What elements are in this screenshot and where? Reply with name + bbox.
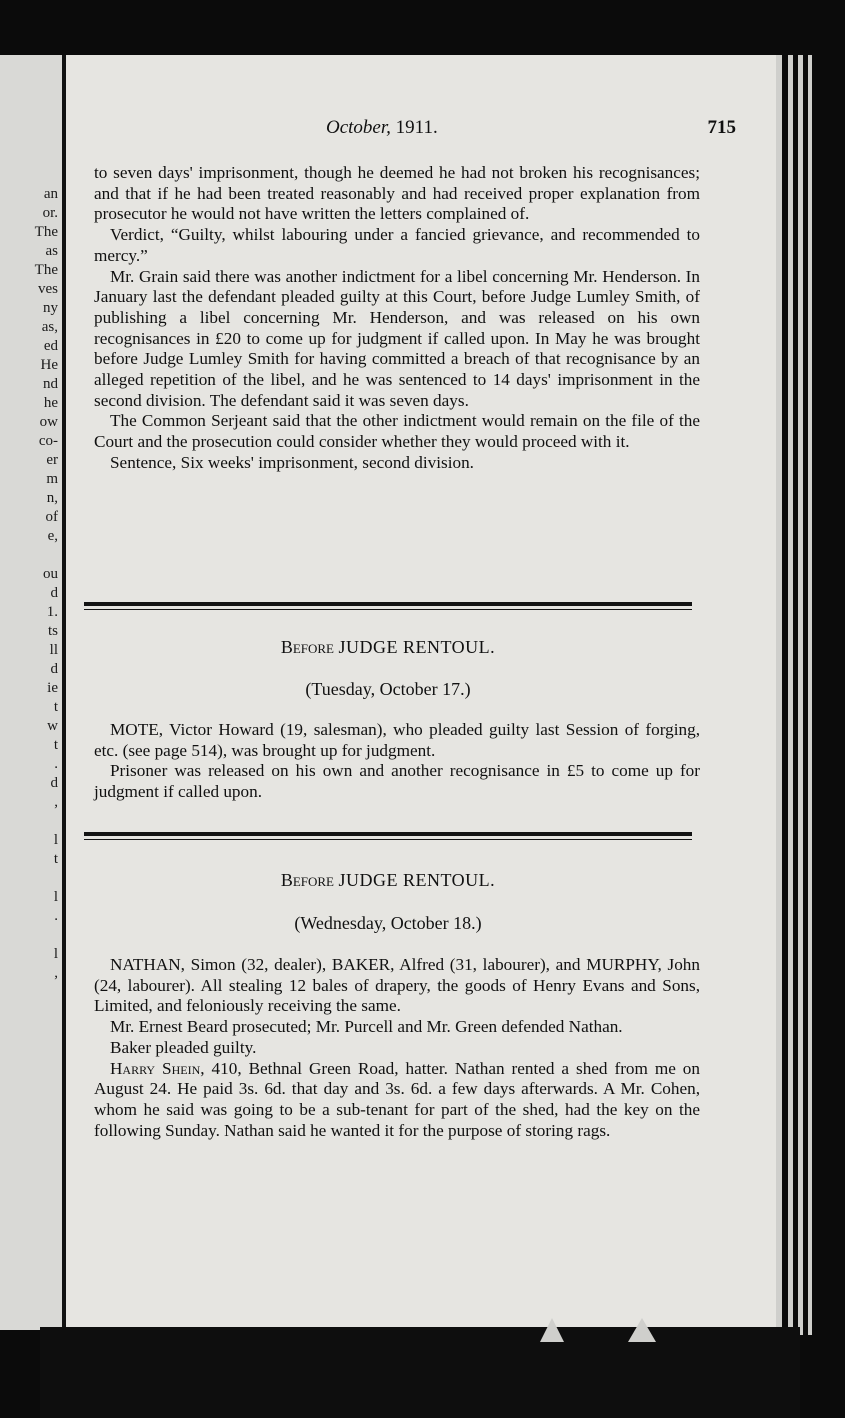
left-page-fragment: t [53, 699, 58, 715]
book-page [66, 55, 776, 1327]
left-page-fragment [35, 546, 58, 565]
witness-paragraph [94, 1059, 700, 1142]
left-page-fragment [35, 869, 58, 888]
paragraph: Mr. Ernest Beard prosecuted; Mr. Purcell and Mr. Green defended Nathan. [110, 1017, 623, 1037]
header-month: October, [326, 117, 391, 138]
section-date: (Wednesday, October 18.) [294, 913, 482, 933]
left-page-fragment: ow [39, 414, 58, 430]
section-heading [84, 637, 692, 658]
left-page-fragment: d [50, 585, 58, 601]
left-page-fragment: or. [42, 205, 58, 221]
left-page-fragment: e, [47, 528, 58, 544]
left-page-fragment: nd [43, 376, 58, 392]
scan-bottom-shadow [40, 1327, 800, 1418]
heading-judge: JUDGE RENTOUL. [338, 637, 496, 657]
left-page-fragment: ves [38, 281, 58, 297]
left-page-fragment: m [46, 471, 58, 487]
left-page-fragment: as [45, 243, 58, 259]
left-page-fragment: w [47, 718, 58, 734]
left-page-text-fragments [35, 185, 58, 1002]
left-page-fragment [35, 812, 58, 831]
section-divider [84, 602, 692, 610]
paragraph: Sentence, Six weeks' imprisonment, second division. [110, 452, 474, 472]
left-page-fragment: as, [41, 319, 58, 335]
paragraph: MOTE, Victor Howard (19, salesman), who pleaded guilty last Session of forging, etc. (see page 514), was brought up for judgment. [94, 720, 700, 760]
page-number: 715 [707, 117, 736, 138]
left-page-fragment: ou [43, 566, 58, 582]
left-page-fragment: d [50, 661, 58, 677]
left-page-fragment: The [34, 262, 58, 278]
heading-before: Before [280, 870, 334, 890]
witness-name: Harry Shein, [110, 1058, 205, 1078]
left-page-fragment: l [53, 889, 58, 905]
left-page-fragment: ed [43, 338, 58, 354]
left-page-fragment: ll [49, 642, 58, 658]
paragraph: Baker pleaded guilty. [110, 1037, 257, 1057]
left-page-fragment: The [34, 224, 58, 240]
paragraph: The Common Serjeant said that the other indictment would remain on the file of the Court and the prosecution could consider whether they would proceed with it. [94, 411, 700, 452]
paragraph: to seven days' imprisonment, though he deemed he had not broken his recognisances; and that if he had been treated reasonably and had received proper explanation from prosecutor he would not have written the letters complained of. [94, 163, 700, 224]
left-page-fragment: ie [47, 680, 58, 696]
left-page-fragment [35, 926, 58, 945]
section-date: (Tuesday, October 17.) [305, 679, 471, 699]
paragraph: NATHAN, Simon (32, dealer), BAKER, Alfred (31, labourer), and MURPHY, John (24, labourer). All stealing 12 bales of drapery, the goods of Henry Evans and Sons, Limited, and feloniously receiving the same. [94, 955, 700, 1016]
left-page-fragment: 1. [46, 604, 58, 620]
opening-paragraphs [94, 163, 700, 474]
paragraph: Prisoner was released on his own and another recognisance in £5 to come up for judgment if called upon. [94, 761, 700, 802]
heading-judge: JUDGE RENTOUL. [338, 870, 496, 890]
page-clip-mark [628, 1318, 656, 1342]
page-clip-mark [540, 1318, 564, 1342]
left-page-fragment: he [43, 395, 58, 411]
section-divider [84, 832, 692, 840]
left-page-fragment: , [54, 965, 58, 981]
running-header [326, 117, 438, 139]
left-page-fragment [35, 983, 58, 1002]
left-page-edge [0, 55, 68, 1330]
paragraph: Verdict, “Guilty, whilst labouring under a fancied grievance, and recommended to mercy.” [94, 225, 700, 265]
left-page-fragment: He [40, 357, 58, 373]
left-page-fragment: ts [47, 623, 58, 639]
left-page-fragment: . [54, 756, 58, 772]
section-heading [84, 870, 692, 891]
heading-before: Before [280, 637, 334, 657]
left-page-fragment: t [53, 851, 58, 867]
paragraph: Mr. Grain said there was another indictment for a libel concerning Mr. Henderson. In January last the defendant pleaded guilty at this Court, before Judge Lumley Smith, of publishing a libel concerning Mr. Henderson, and was released on his own recognisances in £20 to come up for judgment if called upon. In May he was brought before Judge Lumley Smith for having committed a breach of that recognisance by an alleged repetition of the libel, and he was sentenced to 14 days' imprisonment in the second division. The defendant said it was seven days. [94, 266, 700, 410]
section2-paragraphs [94, 955, 700, 1141]
left-page-fragment: , [54, 794, 58, 810]
header-year: 1911. [395, 117, 438, 138]
left-page-fragment: co- [38, 433, 58, 449]
page-stack-edges [776, 55, 845, 1335]
left-page-fragment: t [53, 737, 58, 753]
left-page-fragment: of [45, 509, 58, 525]
left-page-fragment: n, [46, 490, 58, 506]
left-page-fragment: l [53, 946, 58, 962]
left-page-fragment: ny [43, 300, 58, 316]
left-page-fragment: . [54, 908, 58, 924]
witness-testimony: 410, Bethnal Green Road, hatter. Nathan rented a shed from me on August 24. He paid 3s. 6d. that day and 3s. 6d. a few days afterwards. A Mr. Cohen, whom he said was going to be a sub-tenant for part of the shed, had the key on the following Sunday. Nathan said he wanted it for the purpose of storing rags. [94, 1058, 700, 1140]
left-page-fragment: l [53, 832, 58, 848]
left-page-fragment: an [43, 186, 58, 202]
left-page-fragment: d [50, 775, 58, 791]
section1-paragraphs [94, 720, 700, 803]
left-page-fragment: er [46, 452, 58, 468]
